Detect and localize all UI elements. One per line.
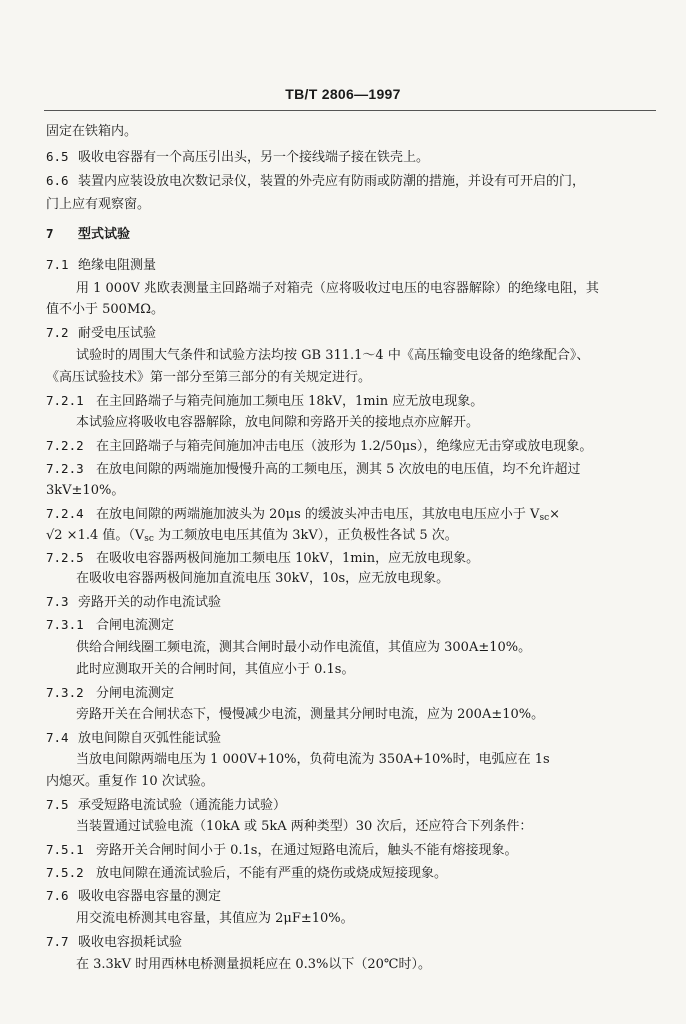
clause-7-2-2 [46,437,592,456]
clause-7-1 [46,256,156,275]
text-line: 当装置通过试验电流（10kA 或 5kA 两种类型）30 次后，还应符合下列条件： [76,819,533,834]
clause-number: 7.5.1 [46,842,84,857]
text-line: 值不小于 500MΩ。 [46,302,165,317]
clause-number: 6.6 [46,173,69,188]
clause-title: 放电间隙自灭弧性能试验 [78,731,222,746]
clause-title: 分闸电流测定 [96,686,175,701]
clause-number: 7.5 [46,797,69,812]
text-line: 门上应有观察窗。 [46,197,151,212]
page-header-standard-code: TB/T 2806—1997 [285,86,401,102]
clause-number: 7.3.2 [46,685,84,700]
clause-7-2 [46,324,156,343]
text-line: 内熄灭。重复作 10 次试验。 [46,774,214,789]
clause-title: 耐受电压试验 [78,326,157,341]
clause-title: 吸收电容器电容量的测定 [78,889,222,904]
clause-text: 在吸收电容器两极间施加工频电压 10kV，1min，应无放电现象。 [96,551,480,566]
text-line: 在 3.3kV 时用西林电桥测量损耗应在 0.3%以下（20℃时）。 [76,957,431,972]
clause-7-5-2 [46,864,447,883]
formula-text: √2 ×1.4 值。（V [46,528,145,543]
clause-7-5 [46,796,286,815]
clause-6-6 [46,172,585,191]
clause-7-2-1 [46,392,483,411]
text-line: 供给合闸线圈工频电流，测其合闸时最小动作电流值，其值应为 300A±10%。 [76,640,532,655]
formula-text-tail: 为工频放电电压其值为 3kV），正负极性各试 5 次。 [153,528,458,543]
clause-7-3-2 [46,684,174,703]
clause-title: 承受短路电流试验（通流能力试验） [78,798,287,813]
clause-number: 7.3 [46,594,69,609]
clause-number: 7.1 [46,257,69,272]
clause-title: 绝缘电阻测量 [78,258,157,273]
clause-title: 合闸电流测定 [96,618,175,633]
clause-number: 7.2 [46,325,69,340]
clause-text: 在主回路端子与箱壳间施加冲击电压（波形为 1.2/50μs），绝缘应无击穿或放电现象。 [96,439,593,454]
clause-text: 在主回路端子与箱壳间施加工频电压 18kV，1min 应无放电现象。 [96,394,484,409]
clause-text: 装置内应装设放电次数记录仪，装置的外壳应有防雨或防潮的措施，并设有可开启的门， [78,174,586,189]
section-number: 7 [46,226,54,241]
clause-number: 7.2.4 [46,506,84,521]
clause-7-2-5 [46,549,479,568]
clause-text: 旁路开关合闸时间小于 0.1s，在通过短路电流后，触头不能有熔接现象。 [96,843,518,858]
clause-7-4 [46,729,221,748]
text-line: 旁路开关在合闸状态下，慢慢减少电流，测量其分闸时电流，应为 200A±10%。 [76,707,545,722]
subscript: sc [144,534,154,544]
clause-6-5 [46,148,429,167]
text-line: 此时应测取开关的合闸时间，其值应小于 0.1s。 [76,662,355,677]
clause-7-2-4 [46,505,560,527]
clause-title: 吸收电容损耗试验 [78,935,183,950]
clause-7-3 [46,593,221,612]
text-line: 固定在铁箱内。 [46,124,138,139]
clause-title: 旁路开关的动作电流试验 [78,595,222,610]
text-line: 3kV±10%。 [46,483,125,498]
clause-text: 放电间隙在通流试验后，不能有严重的烧伤或烧成短接现象。 [96,866,448,881]
section-7-heading [46,225,130,244]
clause-number: 7.7 [46,934,69,949]
clause-number: 7.2.1 [46,393,84,408]
text-line: 试验时的周围大气条件和试验方法均按 GB 311.1～4 中《高压输变电设备的绝缘配合》、 [76,348,590,363]
clause-7-3-1 [46,616,174,635]
text-line: 当放电间隙两端电压为 1 000V+10%，负荷电流为 350A+10%时，电弧应在 1s [76,752,550,767]
clause-number: 7.3.1 [46,617,84,632]
header-rule [44,110,656,111]
clause-text-tail: × [549,507,561,522]
clause-text: 在放电间隙的两端施加慢慢升高的工频电压，测其 5 次放电的电压值，均不允许超过 [96,462,581,477]
subscript: sc [539,513,550,523]
clause-7-5-1 [46,841,517,860]
clause-number: 7.2.5 [46,550,84,565]
clause-text: 在放电间隙的两端施加波头为 20μs 的缓波头冲击电压，其放电电压应小于 V [96,507,540,522]
clause-number: 7.2.3 [46,461,84,476]
text-line: 用 1 000V 兆欧表测量主回路端子对箱壳（应将吸收过电压的电容器解除）的绝缘电阻，其 [76,281,599,296]
clause-7-2-3 [46,460,581,479]
text-line: 用交流电桥测其电容量，其值应为 2μF±10%。 [76,911,354,926]
section-title: 型式试验 [78,227,131,242]
text-line: 本试验应将吸收电容器解除，放电间隙和旁路开关的接地点亦应解开。 [76,415,480,430]
clause-number: 6.5 [46,149,69,164]
text-line-formula [46,527,458,548]
clause-text: 吸收电容器有一个高压引出头，另一个接线端子接在铁壳上。 [78,150,430,165]
clause-number: 7.4 [46,730,69,745]
clause-number: 7.2.2 [46,438,84,453]
clause-number: 7.6 [46,888,69,903]
clause-7-7 [46,933,182,952]
text-line: 《高压试验技术》第一部分至第三部分的有关规定进行。 [46,370,372,385]
clause-number: 7.5.2 [46,865,84,880]
text-line: 在吸收电容器两极间施加直流电压 30kV，10s，应无放电现象。 [76,571,450,586]
clause-7-6 [46,887,221,906]
